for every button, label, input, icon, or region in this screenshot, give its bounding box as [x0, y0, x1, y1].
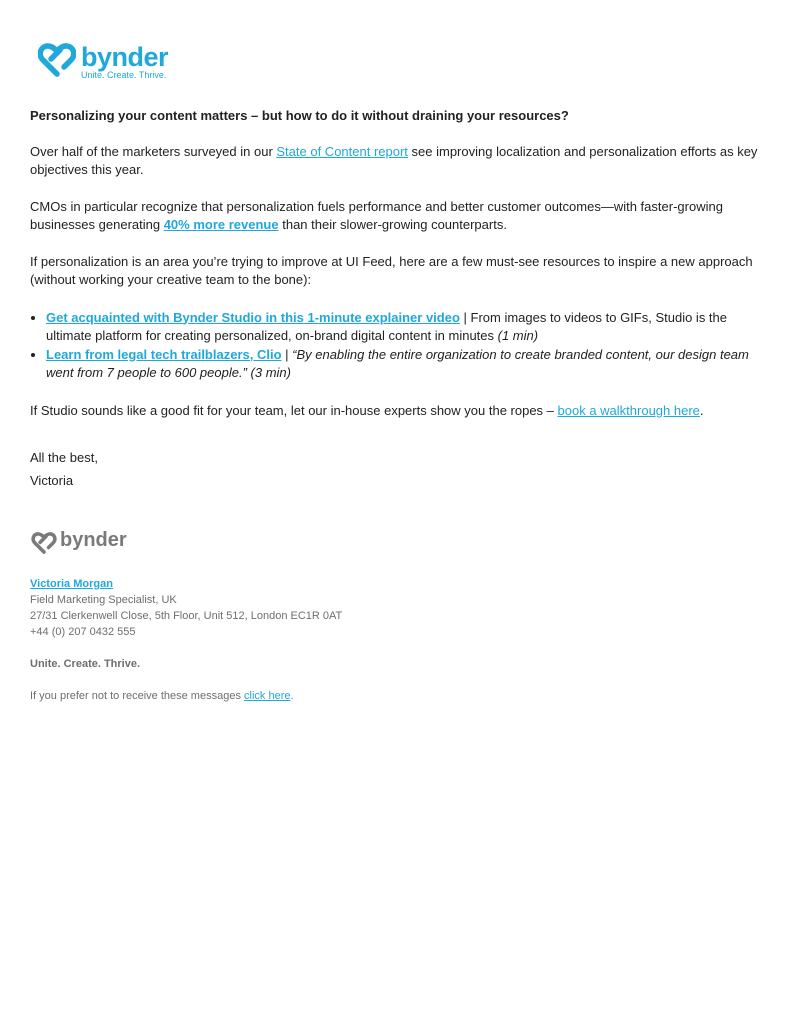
footer-bynder-logo[interactable]: [30, 530, 140, 554]
sender-address: 27/31 Clerkenwell Close, 5th Floor, Unit 512, London EC1R 0AT: [30, 610, 343, 622]
clio-link[interactable]: Learn from legal tech trailblazers, Clio: [46, 346, 282, 362]
sender-role: Field Marketing Specialist, UK: [30, 594, 177, 606]
footer-motto: Unite. Create. Thrive.: [30, 658, 141, 670]
logo-wordmark: bynder: [81, 42, 169, 72]
studio-video-link[interactable]: Get acquainted with Bynder Studio in this 1-minute explainer video: [46, 309, 460, 325]
email-footer: [30, 576, 342, 704]
footer-logo-wordmark: bynder: [60, 529, 127, 551]
sender-phone: +44 (0) 207 0432 555: [30, 626, 136, 638]
list-item: • Get acquainted with Bynder Studio in this 1-minute explainer video | From images to videos to GIFs, Studio is the ultimate platform for creating personalized, on-brand digital content in minutes (1 min): [46, 309, 770, 346]
signoff: All the best,: [30, 450, 98, 465]
list-item: • Learn from legal tech trailblazers, Clio | “By enabling the entire organization to create branded content, our design team went from 7 people to 600 people.” (3 min): [46, 346, 770, 383]
sender-name: Victoria: [30, 473, 74, 488]
state-of-content-link[interactable]: State of Content report: [276, 143, 408, 159]
sender-profile-link[interactable]: Victoria Morgan: [30, 578, 113, 590]
heart-link-icon: [38, 43, 76, 77]
email-body: [30, 107, 770, 492]
resource-list: [30, 309, 770, 383]
paragraph-state-of-content: Over half of the marketers surveyed in our State of Content report see improving localization and personalization efforts as key objectives this year.: [30, 143, 758, 177]
bynder-logo[interactable]: [38, 42, 168, 82]
paragraph-walkthrough: If Studio sounds like a good fit for your team, let our in-house experts show you the ropes – book a walkthrough here.: [30, 402, 704, 418]
logo-tagline: Unite. Create. Thrive.: [81, 70, 167, 80]
email-headline: Personalizing your content matters – but how to do it without draining your resources?: [30, 108, 569, 123]
heart-link-icon: [30, 532, 58, 554]
signature: [30, 446, 770, 492]
book-walkthrough-link[interactable]: book a walkthrough here: [557, 402, 700, 418]
unsubscribe-link[interactable]: click here: [244, 690, 291, 702]
paragraph-resources-intro: If personalization is an area you’re trying to improve at UI Feed, here are a few must-see resources to inspire a new approach (without working your creative team to the bone):: [30, 253, 753, 287]
unsubscribe-text: If you prefer not to receive these messages click here.: [30, 690, 294, 702]
paragraph-cmos: CMOs in particular recognize that personalization fuels performance and better customer outcomes—with faster-growing businesses generating 40% more revenue than their slower-growing counterparts.: [30, 198, 723, 232]
revenue-link[interactable]: 40% more revenue: [163, 217, 279, 232]
